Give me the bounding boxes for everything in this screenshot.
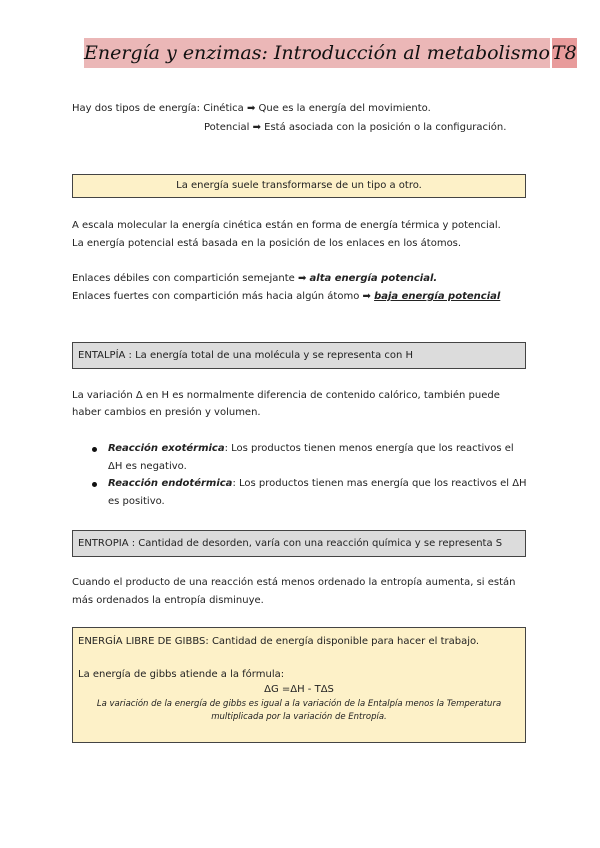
- weak-bonds-result: alta energía potencial.: [309, 273, 438, 284]
- transform-box: [72, 174, 526, 198]
- bullet-exothermic: [92, 447, 97, 452]
- endothermic-desc: : Los productos tienen mas energía que los reactivos el ΔH: [232, 478, 527, 489]
- endothermic-line-1: [108, 477, 527, 491]
- strong-bonds-prefix: Enlaces fuertes con compartición más hacia algún átomo ➡: [72, 291, 375, 302]
- page-title: Energía y enzimas: Introducción al metabolismo: [84, 38, 550, 68]
- weak-bonds-prefix: Enlaces débiles con compartición semejante ➡: [72, 273, 310, 284]
- bullet-endothermic: [92, 482, 97, 487]
- transform-text: La energía suele transformarse de un tipo a otro.: [176, 180, 422, 191]
- enthalpy-box: [72, 342, 526, 369]
- enthalpy-para-2: haber cambios en presión y volumen.: [72, 407, 261, 418]
- entropy-box: [72, 530, 526, 557]
- title-bar: [84, 38, 577, 68]
- entropy-definition: ENTROPIA : Cantidad de desorden, varía con una reacción química y se representa S: [78, 537, 503, 549]
- entropy-para-1: Cuando el producto de una reacción está menos ordenado la entropía aumenta, si están: [72, 577, 516, 588]
- gibbs-formula-intro: La energía de gibbs atiende a la fórmula:: [78, 669, 285, 680]
- gibbs-box: [72, 627, 526, 743]
- energy-types-kinetic: Hay dos tipos de energía: Cinética ➡ Que es la energía del movimiento.: [72, 103, 431, 114]
- exothermic-term: Reacción exotérmica: [108, 443, 225, 454]
- entropy-para-2: más ordenados la entropía disminuye.: [72, 595, 264, 606]
- gibbs-explanation-2: multiplicada por la variación de Entropía.: [211, 712, 387, 722]
- gibbs-explanation-1: La variación de la energía de gibbs es igual a la variación de la Entalpía menos la Temperatura: [96, 699, 502, 709]
- exothermic-line-1: [108, 442, 514, 456]
- enthalpy-para-1: La variación Δ en H es normalmente diferencia de contenido calórico, también puede: [72, 390, 500, 401]
- topic-number: T8: [552, 38, 577, 68]
- weak-bonds-line: [72, 272, 437, 286]
- enthalpy-definition: ENTALPÍA : La energía total de una molécula y se representa con H: [78, 349, 414, 361]
- gibbs-formula: ΔG =ΔH - TΔS: [264, 684, 334, 695]
- strong-bonds-line: [72, 290, 500, 304]
- exothermic-desc: : Los productos tienen menos energía que los reactivos el: [224, 443, 514, 454]
- strong-bonds-result: baja energía potencial: [374, 291, 501, 302]
- endothermic-line-2: es positivo.: [108, 496, 165, 507]
- exothermic-line-2: ΔH es negativo.: [108, 461, 187, 472]
- molecular-line-2: La energía potencial está basada en la posición de los enlaces en los átomos.: [72, 238, 462, 249]
- endothermic-term: Reacción endotérmica: [108, 478, 233, 489]
- gibbs-title: ENERGÍA LIBRE DE GIBBS: Cantidad de energía disponible para hacer el trabajo.: [78, 636, 480, 647]
- energy-types-potential: Potencial ➡ Está asociada con la posición o la configuración.: [204, 122, 507, 133]
- molecular-line-1: A escala molecular la energía cinética están en forma de energía térmica y potencial.: [72, 220, 501, 231]
